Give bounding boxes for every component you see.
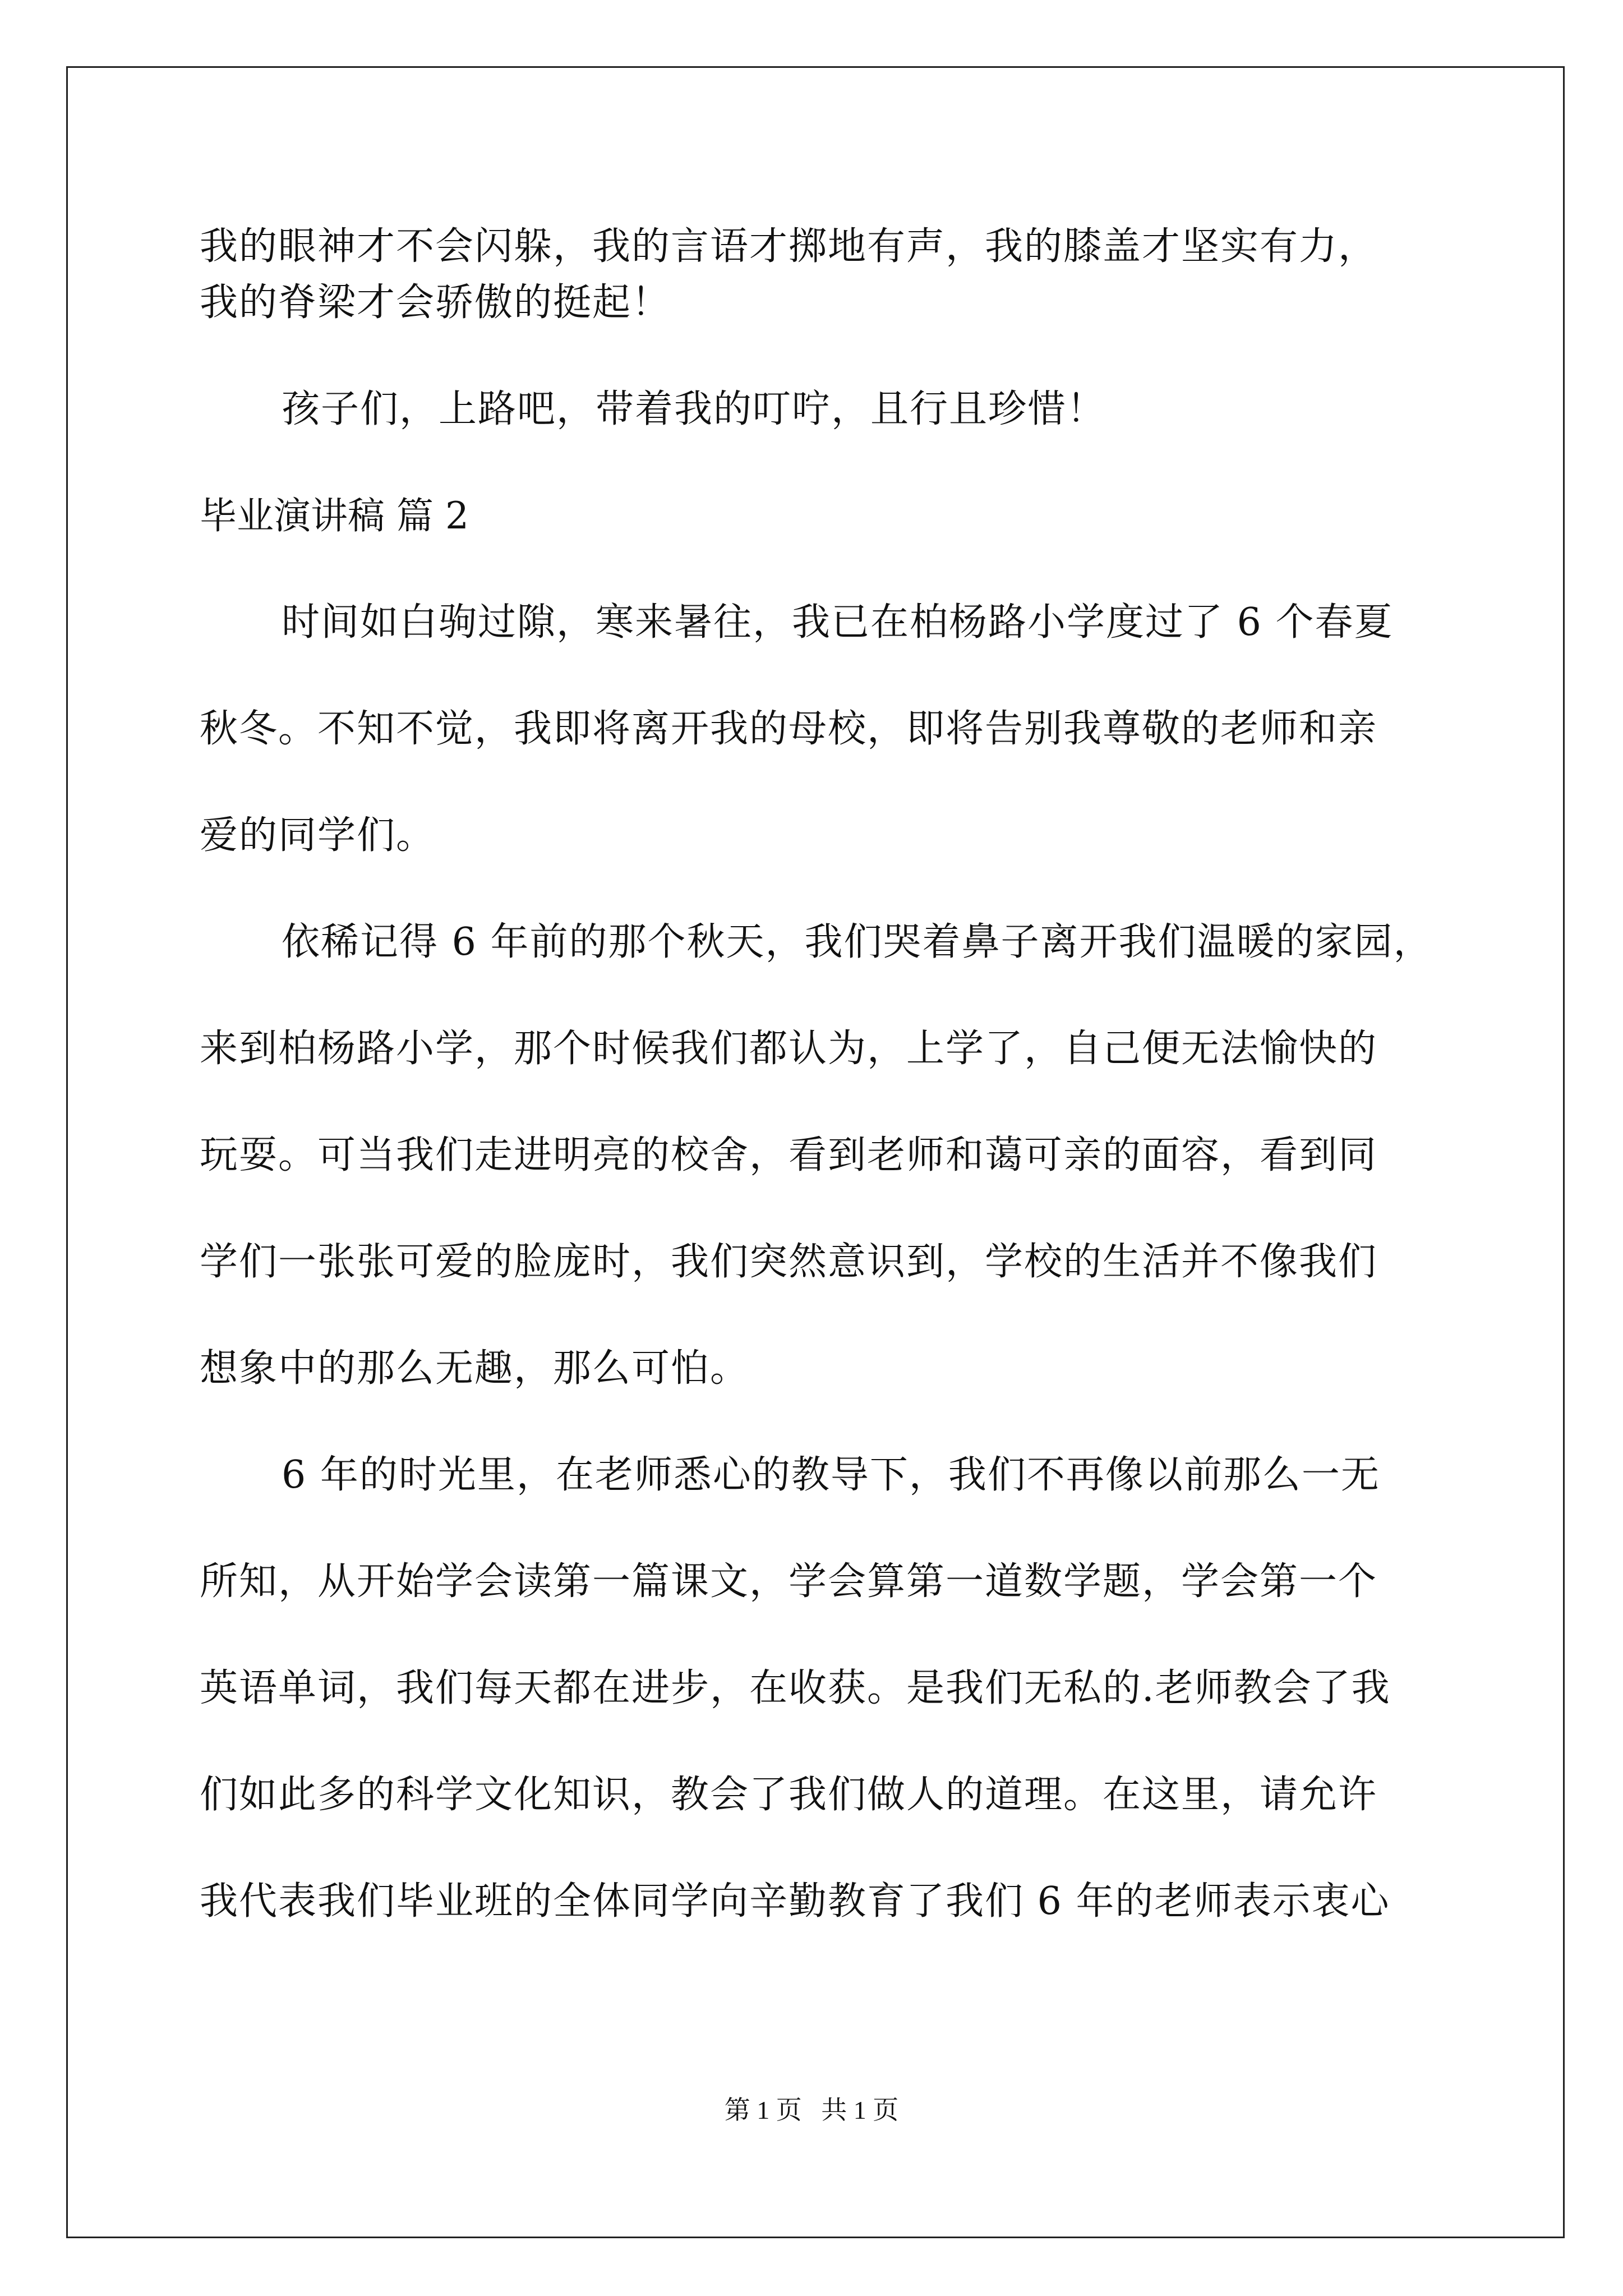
paragraph <box>200 595 1428 864</box>
text-line: 依稀记得 6 年前的那个秋天，我们哭着鼻子离开我们温暖的家园， <box>282 920 1433 964</box>
text-line: 孩子们，上路吧，带着我的叮咛，且行且珍惜！ <box>282 387 1106 431</box>
text-line: 我的眼神才不会闪躲，我的言语才掷地有声，我的膝盖才坚实有力， <box>200 224 1378 269</box>
text-line: 我代表我们毕业班的全体同学向辛勤教育了我们 6 年的老师表示衷心 <box>200 1879 1390 1924</box>
text-line: 们如此多的科学文化知识，教会了我们做人的道理。在这里，请允许 <box>200 1773 1378 1817</box>
text-line: 6 年的时光里，在老师悉心的教导下，我们不再像以前那么一无 <box>282 1453 1380 1497</box>
paragraph <box>200 914 1433 1397</box>
section-heading: 毕业演讲稿 篇 2 <box>200 494 469 537</box>
paragraph <box>200 1447 1428 1930</box>
text-line: 时间如白驹过隙，寒来暑往，我已在柏杨路小学度过了 6 个春夏 <box>282 600 1394 645</box>
text-line: 想象中的那么无趣，那么可怕。 <box>200 1346 750 1391</box>
text-line: 我的脊梁才会骄傲的挺起！ <box>200 280 671 325</box>
text-line: 学们一张张可爱的脸庞时，我们突然意识到，学校的生活并不像我们 <box>200 1240 1378 1284</box>
text-line: 来到柏杨路小学，那个时候我们都认为，上学了，自己便无法愉快的 <box>200 1027 1378 1071</box>
document-body <box>200 219 1433 1980</box>
text-line: 玩耍。可当我们走进明亮的校舍，看到老师和蔼可亲的面容，看到同 <box>200 1133 1378 1177</box>
text-line: 秋冬。不知不觉，我即将离开我的母校，即将告别我尊敬的老师和亲 <box>200 707 1378 751</box>
text-line: 英语单词，我们每天都在进步，在收获。是我们无私的.老师教会了我 <box>200 1666 1391 1710</box>
text-line: 所知，从开始学会读第一篇课文，学会算第一道数学题，学会第一个 <box>200 1559 1378 1604</box>
paragraph <box>200 381 1428 438</box>
text-line: 爱的同学们。 <box>200 813 436 858</box>
paragraph <box>200 219 1428 331</box>
page-number-footer: 第 1 页 共 1 页 <box>724 2096 899 2124</box>
